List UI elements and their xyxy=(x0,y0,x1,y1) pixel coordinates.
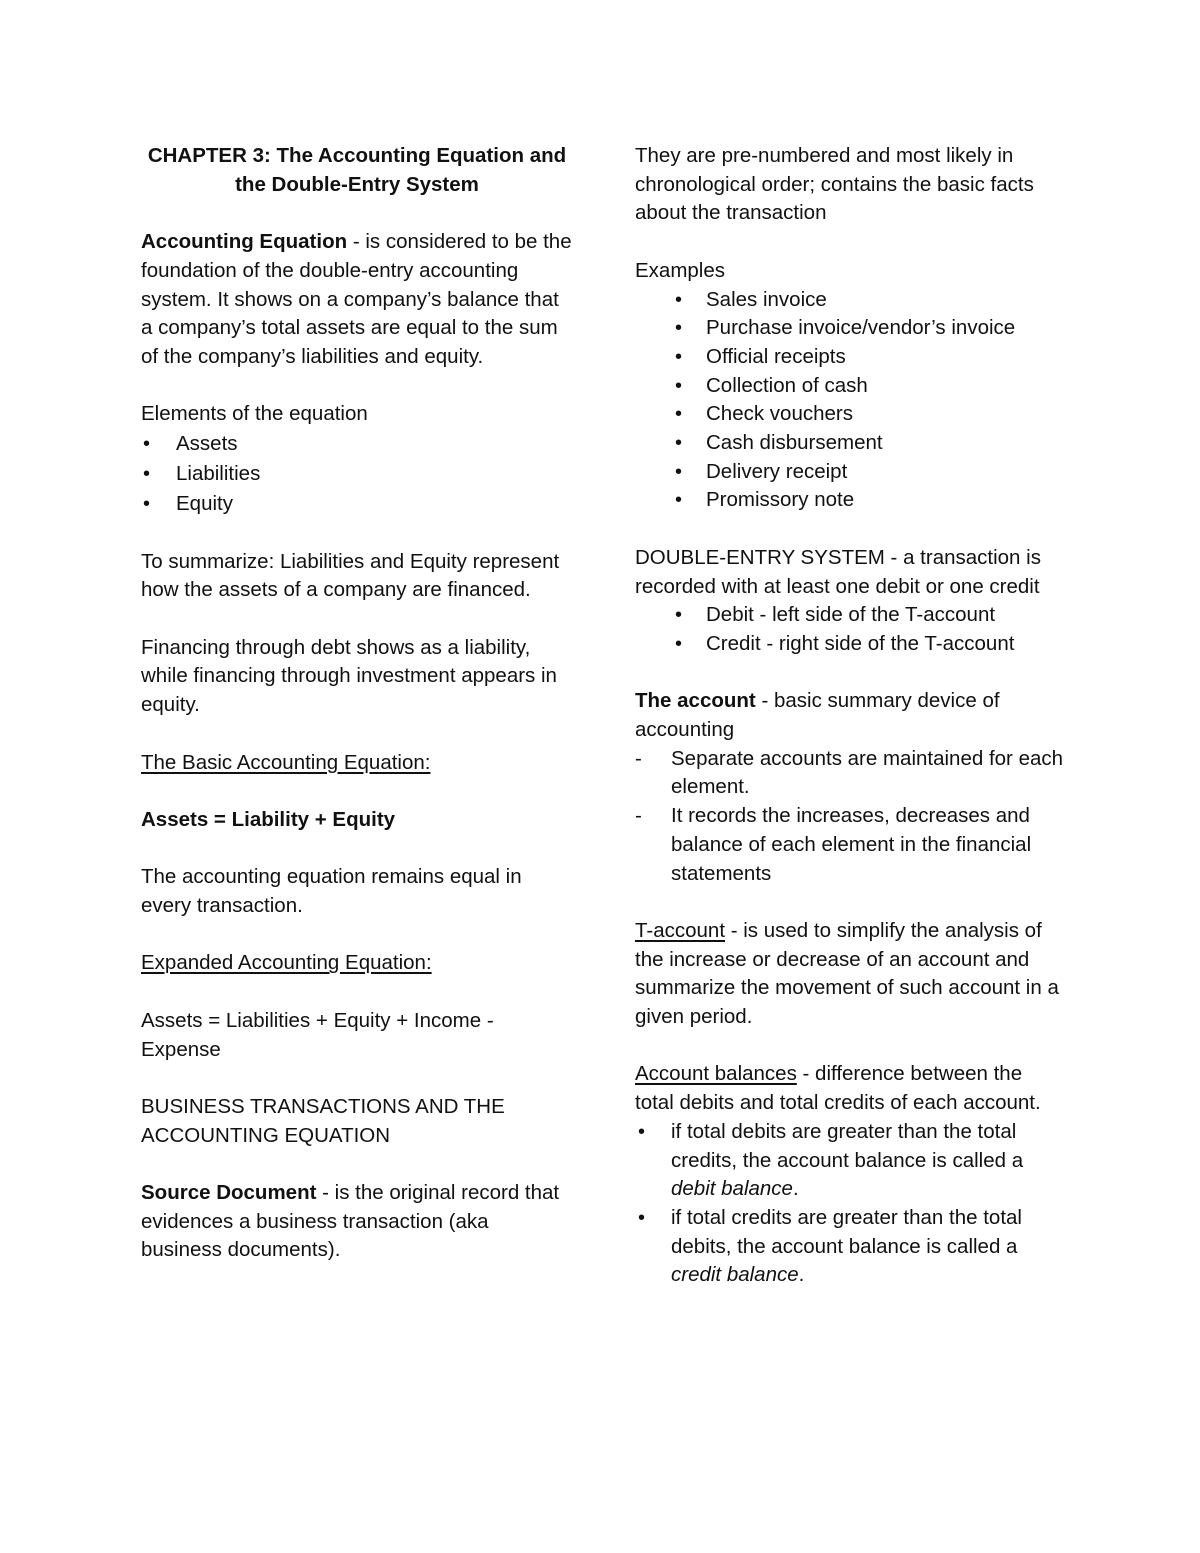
list-item: • Liabilities xyxy=(141,459,573,489)
account-balances-definition: - difference between the total debits and total credits of each account. xyxy=(635,1062,1041,1115)
credit-balance-period: . xyxy=(798,1263,805,1287)
business-transactions-heading-line-1: BUSINESS TRANSACTIONS AND THE xyxy=(141,1094,505,1118)
list-item: • Collection of cash xyxy=(635,372,1065,401)
account-term: The account xyxy=(635,689,756,713)
accounting-equation-paragraph xyxy=(141,228,573,372)
examples-list xyxy=(635,286,1065,516)
examples-heading: Examples xyxy=(635,258,726,282)
basic-equation: Assets = Liability + Equity xyxy=(141,807,396,831)
business-transactions-heading-line-2: ACCOUNTING EQUATION xyxy=(141,1123,391,1147)
list-item: • Sales invoice xyxy=(635,286,1065,315)
list-item: • Cash disbursement xyxy=(635,429,1065,458)
debit-balance-period: . xyxy=(792,1177,799,1201)
expanded-equation: Assets = Liabilities + Equity + Income - Expense xyxy=(141,1008,494,1061)
list-item: • Promissory note xyxy=(635,486,1065,515)
account-list xyxy=(635,745,1065,889)
basic-equation-heading: The Basic Accounting Equation: xyxy=(141,750,431,774)
chapter-title-line-1: CHAPTER 3: The Accounting Equation and xyxy=(147,144,567,167)
list-item: • Credit - right side of the T-account xyxy=(635,630,1065,659)
t-account-definition: - is used to simplify the analysis of the increase or decrease of an account and summarize the movement of such account in a given period. xyxy=(635,918,1059,1029)
debit-balance-text: if total debits are greater than the total credits, the account balance is called a xyxy=(671,1119,1024,1172)
list-item xyxy=(635,1204,1065,1290)
prenumbered-paragraph: They are pre-numbered and most likely in chronological order; contains the basic facts about the transaction xyxy=(635,144,1034,225)
debit-balance-emphasis: debit balance xyxy=(671,1177,793,1201)
list-item: - It records the increases, decreases and balance of each element in the financial statements xyxy=(635,802,1065,888)
t-account-paragraph xyxy=(635,917,1065,1032)
credit-balance-emphasis: credit balance xyxy=(671,1263,799,1287)
list-item: • Equity xyxy=(141,489,573,519)
list-item: • Check vouchers xyxy=(635,400,1065,429)
source-document-definition: - is the original record that evidences a business transaction (aka business documents). xyxy=(141,1181,560,1262)
list-item: - Separate accounts are maintained for each element. xyxy=(635,745,1065,802)
summary-paragraph: To summarize: Liabilities and Equity represent how the assets of a company are financed. xyxy=(141,549,560,602)
remains-equal-paragraph: The accounting equation remains equal in every transaction. xyxy=(141,865,522,918)
list-item: • Purchase invoice/vendor’s invoice xyxy=(635,314,1065,343)
accounting-equation-term: Accounting Equation xyxy=(141,230,348,254)
source-document-term: Source Document xyxy=(141,1181,317,1205)
expanded-equation-heading: Expanded Accounting Equation: xyxy=(141,951,432,975)
list-item: • Official receipts xyxy=(635,343,1065,372)
accounting-equation-definition: - is considered to be the foundation of the double-entry accounting system. It shows on a company’s balance that a company’s total assets are equal to the sum of the company’s liabilities and equity. xyxy=(141,230,572,368)
list-item: • Assets xyxy=(141,429,573,459)
source-document-paragraph xyxy=(141,1179,573,1265)
account-definition: - basic summary device of accounting xyxy=(635,689,1000,742)
credit-balance-text: if total credits are greater than the total debits, the account balance is called a xyxy=(671,1205,1022,1258)
chapter-title xyxy=(141,142,573,199)
double-entry-paragraph: DOUBLE-ENTRY SYSTEM - a transaction is recorded with at least one debit or one credit xyxy=(635,545,1041,598)
chapter-title-line-2: the Double-Entry System xyxy=(235,172,479,196)
left-column xyxy=(141,142,573,1265)
account-balances-term: Account balances xyxy=(635,1062,797,1086)
account-paragraph xyxy=(635,687,1065,744)
elements-heading: Elements of the equation xyxy=(141,402,368,426)
t-account-term: T-account xyxy=(635,918,726,942)
account-balances-list xyxy=(635,1118,1065,1290)
business-transactions-heading xyxy=(141,1093,573,1150)
elements-list xyxy=(141,429,573,519)
account-balances-paragraph xyxy=(635,1060,1065,1117)
list-item xyxy=(635,1118,1065,1204)
right-column xyxy=(635,142,1065,1290)
list-item: • Delivery receipt xyxy=(635,458,1065,487)
list-item: • Debit - left side of the T-account xyxy=(635,601,1065,630)
double-entry-list xyxy=(635,601,1065,658)
financing-paragraph: Financing through debt shows as a liability, while financing through investment appears in equity. xyxy=(141,635,557,717)
